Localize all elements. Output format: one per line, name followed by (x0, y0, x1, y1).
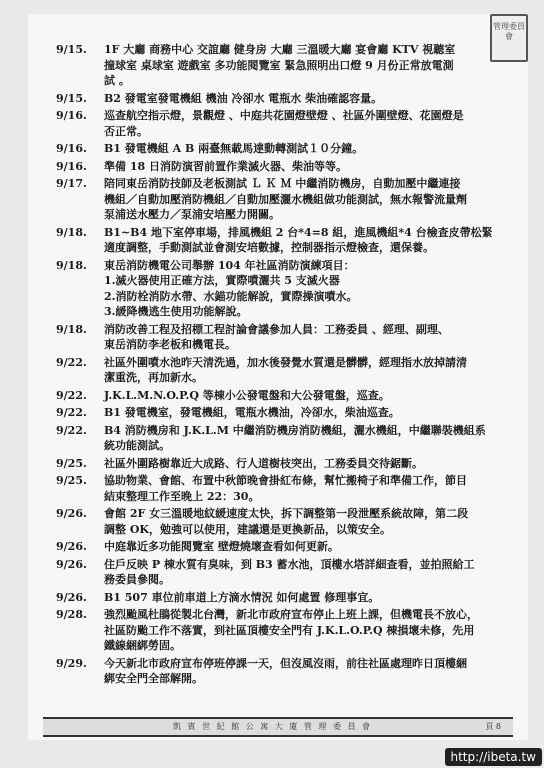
log-entry (56, 258, 516, 320)
site-watermark: http://ibeta.tw (445, 748, 543, 766)
page-number: 頁 8 (485, 722, 501, 731)
entry-text: J.K.L.M.N.O.P.Q 等棟小公發電盤和大公發電盤，巡查。 (104, 388, 390, 402)
entry-text: B1 507 車位前車道上方滴水情況 如何處置 修理事宜。 (104, 590, 380, 604)
log-entry (56, 656, 516, 687)
entry-text: 協助物業、會館、布置中秋節晚會掛紅布條，幫忙搬椅子和準備工作，節目 結束整理工作至晚上 22：30。 (104, 474, 467, 503)
entry-text: B1~B4 地下室停車場，排風機組 2 台*4=8 組，進風機組*4 台檢查皮帶松緊 適度調整，手動測試並會測安培數據，控制器指示燈檢查，還保養。 (104, 225, 493, 254)
entry-text: 準備 18 日消防演習前置作業滅火器、柴油等等。 (104, 159, 347, 173)
entry-text: B1 發電機室，發電機組，電瓶水機油，冷卻水，柴油巡查。 (104, 406, 400, 419)
log-entry (56, 141, 516, 157)
entry-text: 今天新北市政府宣布停班停課一天，但沒風沒雨，前往社區處理昨日頂樓綑 綁安全門全部解開。 (104, 656, 467, 685)
entry-date: 9/25. (56, 456, 87, 470)
entry-text: 社區外圍路樹靠近大成路、行人道樹枝突出，工務委員交待鋸斷。 (104, 456, 423, 470)
entry-date: 9/22. (56, 406, 87, 419)
entry-text: 會館 2F 女三溫暖地紋緩速度太快，拆下調整第一段泄壓系統故障，第二段 調整 OK，勉強可以使用，建議還是更換新品，以策安全。 (104, 507, 469, 536)
entry-date: 9/26. (56, 557, 87, 571)
entry-text: B1 發電機組 A B 兩臺無載馬達動轉測試１０分鐘。 (104, 142, 364, 155)
footer-title: 凱 賓 世 紀 館 公 寓 大 廈 管 理 委 員 會 (173, 722, 373, 731)
entry-date: 9/25. (56, 474, 87, 487)
log-entry (56, 355, 516, 386)
entry-text: 陪同東岳消防技師及老板測試 Ｌ Ｋ Ｍ 中繼消防機房，自動加壓中繼連接 機組／自動加壓消防機組／自動加壓灑水機組做功能測試，無水報警流量劑 泵浦送水壓力／泵浦安培壓力開關。 (104, 177, 467, 221)
log-entry (56, 225, 516, 256)
page-footer (43, 717, 513, 737)
log-entry (56, 159, 516, 175)
entry-date: 9/17. (56, 177, 87, 190)
log-entry (56, 322, 516, 353)
entry-text: 強烈颱風杜鵑從製北台灣，新北市政府宣布停止上班上課，但機電長不放心， 社區防颱工作不落實，到社區頂樓安全門有 J.K.L.O.P.Q 棟損壞未修，先用 鐵線綑綁勞固。 (104, 608, 478, 652)
entry-date: 9/22. (56, 388, 87, 402)
document-page (28, 14, 528, 740)
entry-date: 9/18. (56, 322, 87, 336)
log-entry (56, 557, 516, 588)
entry-text: 巡查航空指示燈，景觀燈 、中庭共花園燈壁燈 、社區外圍壁燈、花園燈是 否正常。 (104, 109, 464, 138)
entry-date: 9/18. (56, 225, 87, 239)
entry-date: 9/15. (56, 43, 87, 56)
entry-date: 9/16. (56, 109, 87, 122)
entry-date: 9/18. (56, 258, 87, 272)
entry-date: 9/16. (56, 142, 87, 155)
work-log (56, 42, 516, 689)
log-entry (56, 423, 516, 454)
entry-date: 9/22. (56, 423, 87, 437)
entry-date: 9/16. (56, 159, 87, 173)
log-entry (56, 607, 516, 654)
entry-date: 9/22. (56, 355, 87, 369)
entry-text: 消防改善工程及招標工程討論會議參加人員：工務委員 、經理、副理、 東岳消防李老板和機電長。 (104, 322, 449, 351)
entry-date: 9/26. (56, 540, 87, 553)
entry-text: 社區外圍噴水池昨天清洗過，加水後發覺水質還是髒髒，經理指水放掉請清 潔重洗，再加新水。 (104, 355, 467, 384)
entry-date: 9/29. (56, 656, 87, 670)
log-entry (56, 590, 516, 606)
entry-text: B2 發電室發電機組 機油 冷卻水 電瓶水 柴油確認容量。 (104, 91, 383, 105)
entry-date: 9/26. (56, 590, 87, 604)
log-entry (56, 456, 516, 472)
entry-date: 9/15. (56, 91, 87, 105)
entry-date: 9/26. (56, 507, 87, 520)
log-entry (56, 176, 516, 223)
stamp-text: 管理委員會 (493, 22, 525, 41)
entry-text: B4 消防機房和 J.K.L.M 中繼消防機房消防機組，灑水機組，中繼聯裝機組系 統功能測試。 (104, 423, 486, 452)
log-entry (56, 108, 516, 139)
entry-date: 9/28. (56, 608, 87, 621)
log-entry (56, 388, 516, 404)
log-entry (56, 91, 516, 107)
log-entry (56, 473, 516, 504)
log-entry (56, 42, 516, 89)
entry-text: 中庭靠近多功能閱覽室 壁燈燒壞查看如何更新。 (104, 540, 339, 553)
log-entry (56, 405, 516, 421)
entry-text: 住戶反映 P 棟水質有臭味，到 B3 蓄水池，頂樓水塔詳細查看，並拍照給工 務委員參閱。 (104, 557, 475, 586)
entry-text: 東岳消防機電公司舉辦 104 年社區消防演練項目： 1.滅火器使用正確方法，實際噴灑共 5 支滅火器 2.消防栓消防水帶、水錨功能解說，實際操演噴水。 3.緩降機逃生使用功能解說。 (104, 258, 358, 318)
log-entry (56, 539, 516, 555)
log-entry (56, 506, 516, 537)
entry-text: 1F 大廳 商務中心 交誼廳 健身房 大廳 三溫暖大廳 宴會廳 KTV 視聽室 撞球室 桌球室 遊戲室 多功能閱覽室 緊急照明出口燈 9 月份正常放電測 試 。 (104, 43, 456, 87)
